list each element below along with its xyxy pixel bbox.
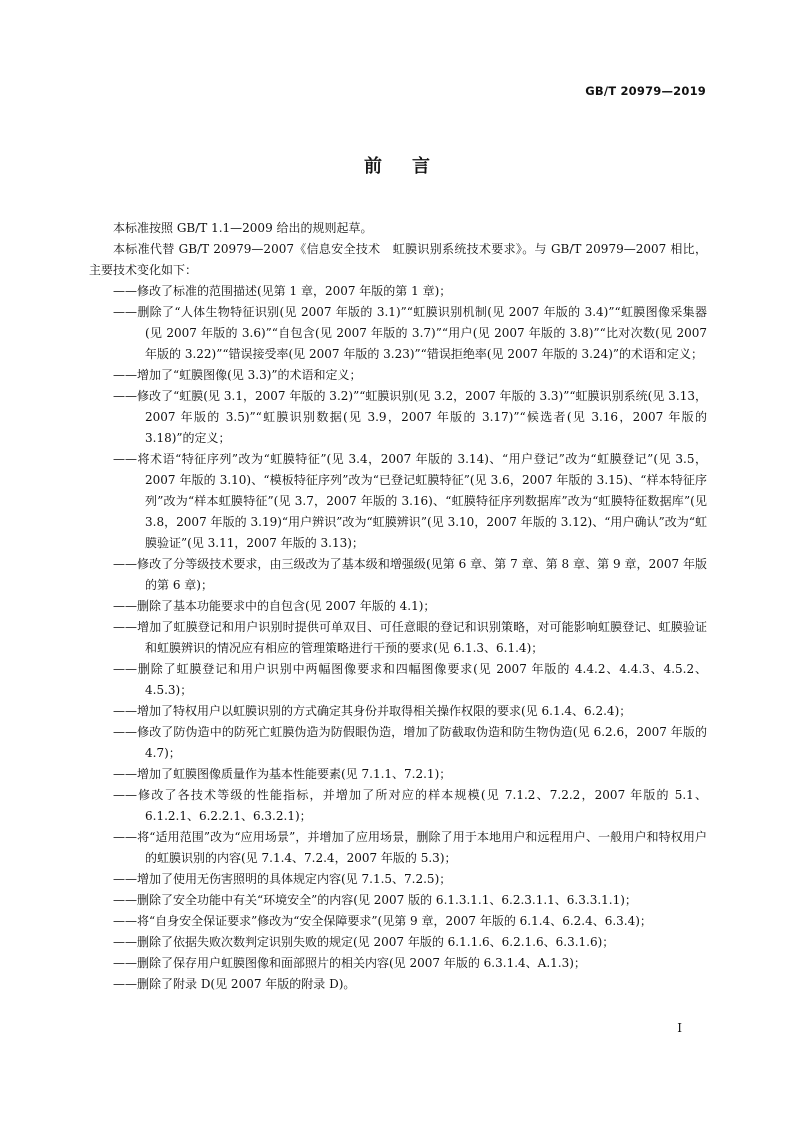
intro-paragraph: 本标准代替 GB/T 20979—2007《信息安全技术 虹膜识别系统技术要求》。与 GB/T 20979—2007 相比，主要技术变化如下： (89, 242, 707, 277)
change-item: ——将“适用范围”改为“应用场景”，并增加了应用场景，删除了用于本地用户和远程用户、一般用户和特权用户的虹膜识别的内容(见 7.1.4、7.2.4，2007 年版的 5.3)； (113, 830, 707, 865)
change-item: ——修改了各技术等级的性能指标，并增加了所对应的样本规模(见 7.1.2、7.2.2，2007 年版的 5.1、6.1.2.1、6.2.2.1、6.3.2.1)； (113, 788, 707, 823)
change-item: ——增加了“虹膜图像(见 3.3)”的术语和定义； (113, 368, 362, 382)
change-item: ——增加了特权用户以虹膜识别的方式确定其身份并取得相关操作权限的要求(见 6.1.4、6.2.4)； (113, 704, 632, 718)
change-item: ——增加了虹膜登记和用户识别时提供可单双目、可任意眼的登记和识别策略，对可能影响虹膜登记、虹膜验证和虹膜辨识的情况应有相应的管理策略进行干预的要求(见 6.1.3、6.1.4)； (113, 620, 707, 655)
change-item: ——将“自身安全保证要求”修改为“安全保障要求”(见第 9 章，2007 年版的 6.1.4、6.2.4、6.3.4)； (113, 914, 652, 928)
change-item: ——删除了“人体生物特征识别(见 2007 年版的 3.1)”“虹膜识别机制(见 2007 年版的 3.4)”“虹膜图像采集器(见 2007 年版的 3.6)”“自包含(见 2007 年版的 3.7)”“用户(见 2007 年版的 3.8)”“比对次数(见 2007 年版的 3.22)”“错误接受率(见 2007 年版的 3.23)”“错误拒绝率(见 2007 年版的 3.24)”的术语和定义； (113, 305, 707, 361)
change-item: ——将术语“特征序列”改为“虹膜特征”(见 3.4，2007 年版的 3.14)、“用户登记”改为“虹膜登记”(见 3.5，2007 年版的 3.10)、“模板特征序列”改为“已登记虹膜特征”(见 3.6，2007 年版的 3.15)、“样本特征序列”改为“样本虹膜特征”(见 3.7，2007 年版的 3.16)、“虹膜特征序列数据库”改为“虹膜特征数据库”(见 3.8，2007 年版的 3.19)“用户辨识”改为“虹膜辨识”(见 3.10，2007 年版的 3.12)、“用户确认”改为“虹膜验证”(见 3.11，2007 年版的 3.13)； (113, 452, 707, 550)
change-item: ——删除了附录 D(见 2007 年版的附录 D)。 (113, 977, 356, 991)
change-item: ——修改了防伪造中的防死亡虹膜伪造为防假眼伪造，增加了防截取伪造和防生物伪造(见 6.2.6，2007 年版的 4.7)； (113, 725, 707, 760)
change-item: ——删除了虹膜登记和用户识别中两幅图像要求和四幅图像要求(见 2007 年版的 4.4.2、4.4.3、4.5.2、4.5.3)； (113, 662, 707, 697)
change-item: ——删除了依据失败次数判定识别失败的规定(见 2007 年版的 6.1.1.6、6.2.1.6、6.3.1.6)； (113, 935, 615, 949)
change-item: ——删除了安全功能中有关“环境安全”的内容(见 2007 版的 6.1.3.1.1、6.2.3.1.1、6.3.3.1.1)； (113, 893, 637, 907)
page-title: 前言 (364, 156, 460, 177)
page-number: I (677, 1021, 682, 1035)
change-item: ——删除了保存用户虹膜图像和面部照片的相关内容(见 2007 年版的 6.3.1.4、A.1.3)； (113, 956, 586, 970)
standard-code: GB/T 20979—2019 (585, 84, 706, 98)
intro-paragraph: 本标准按照 GB/T 1.1—2009 给出的规则起草。 (113, 221, 373, 235)
change-item: ——删除了基本功能要求中的自包含(见 2007 年版的 4.1)； (113, 599, 436, 613)
change-item: ——增加了虹膜图像质量作为基本性能要素(见 7.1.1、7.2.1)； (113, 767, 452, 781)
change-item: ——增加了使用无伤害照明的具体规定内容(见 7.1.5、7.2.5)； (113, 872, 452, 886)
change-item: ——修改了“虹膜(见 3.1，2007 年版的 3.2)”“虹膜识别(见 3.2，2007 年版的 3.3)”“虹膜识别系统(见 3.13，2007 年版的 3.5)”“虹膜识别数据(见 3.9，2007 年版的 3.17)”“候选者(见 3.16，2007 年版的 3.18)”的定义； (113, 389, 707, 445)
document-body (89, 218, 707, 995)
change-item: ——修改了标准的范围描述(见第 1 章，2007 年版的第 1 章)； (113, 284, 452, 298)
change-item: ——修改了分等级技术要求，由三级改为了基本级和增强级(见第 6 章、第 7 章、第 8 章、第 9 章，2007 年版的第 6 章)； (113, 557, 707, 592)
